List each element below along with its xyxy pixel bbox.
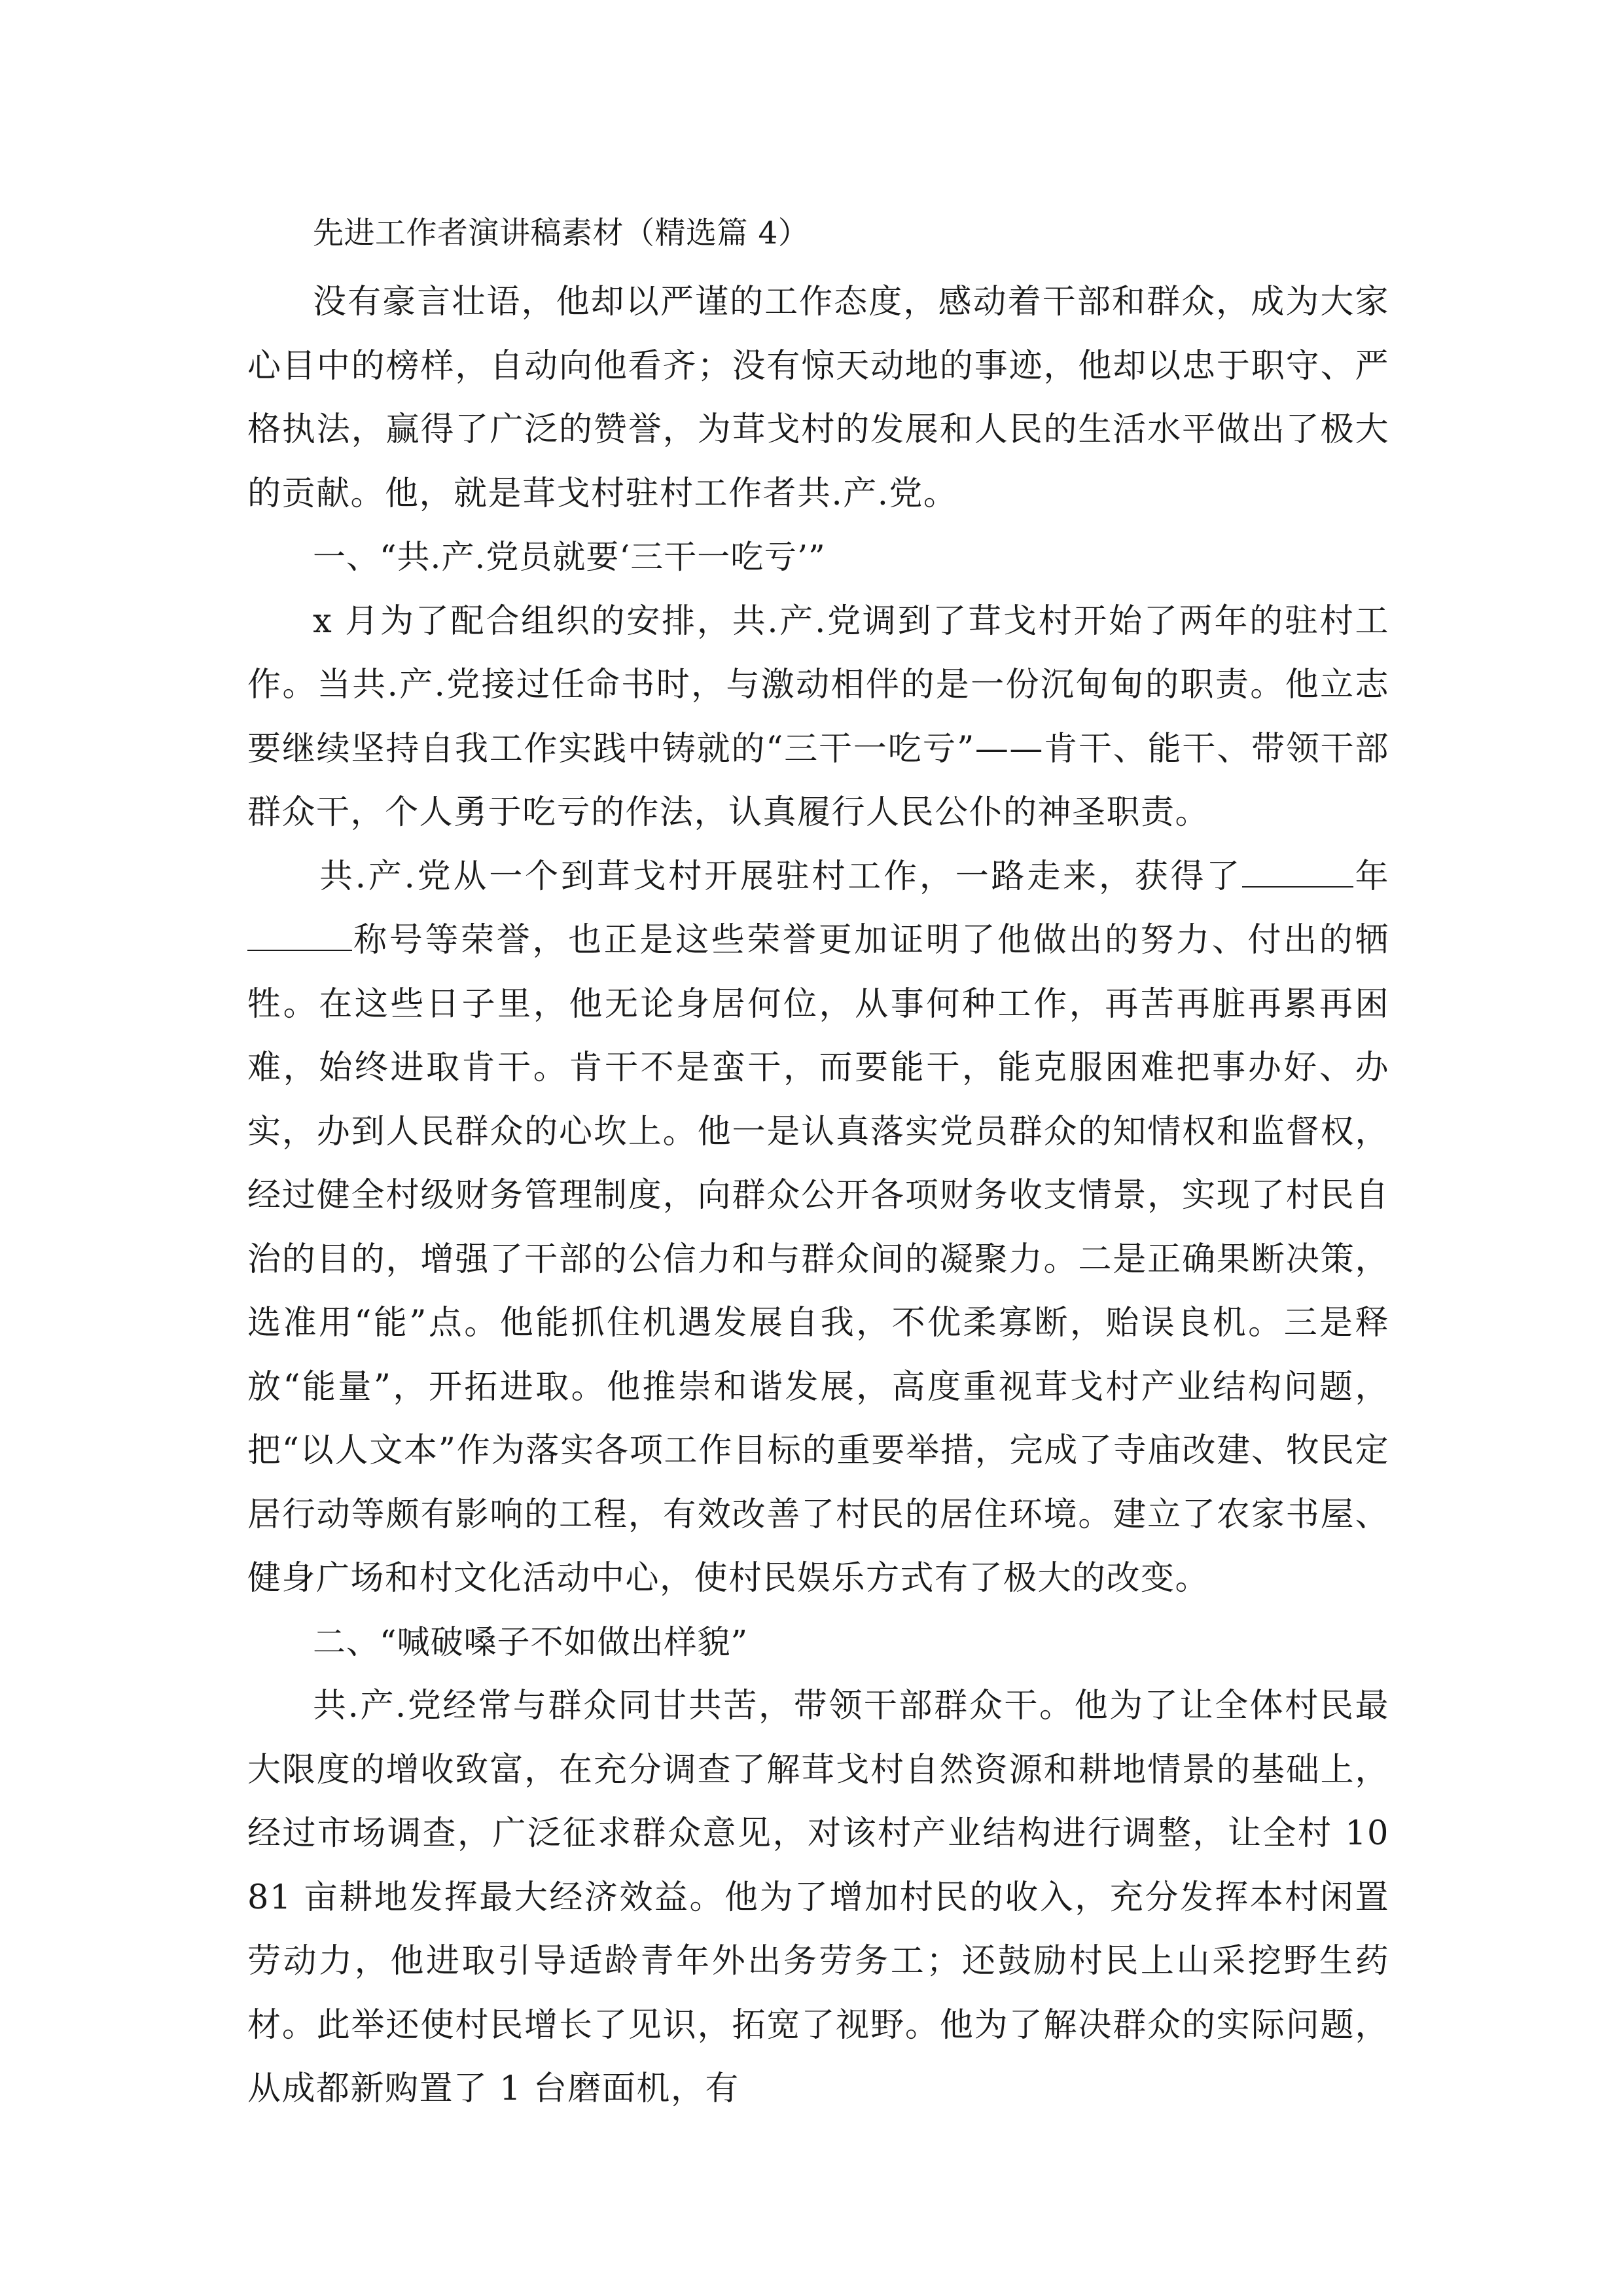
document-body bbox=[247, 202, 1389, 2121]
document-title: 先进工作者演讲稿素材（精选篇 4） bbox=[313, 215, 810, 251]
fill-in-blank-title bbox=[247, 921, 352, 951]
section-1-paragraph-2 bbox=[247, 845, 1389, 1611]
section-1-paragraph-1: x 月为了配合组织的安排，共.产.党调到了茸戈村开始了两年的驻村工作。当共.产.党接过任命书时，与激动相伴的是一份沉甸甸的职责。他立志要继续坚持自我工作实践中铸就的“三干一吃亏”——肯干、能干、带领干部群众干，个人勇于吃亏的作法，认真履行人民公仆的神圣职责。 bbox=[247, 601, 1389, 832]
section-1-paragraph-2-part-b: 年 bbox=[1353, 857, 1389, 896]
section-1-heading: 一、“共.产.党员就要‘三干一吃亏’” bbox=[313, 538, 826, 576]
section-1-paragraph-2-part-c: 称号等荣誉，也正是这些荣誉更加证明了他做出的努力、付出的牺牲。在这些日子里，他无论身居何位，从事何种工作，再苦再脏再累再困难，始终进取肯干。肯干不是蛮干，而要能干，能克服困难把事办好、办实，办到人民群众的心坎上。他一是认真落实党员群众的知情权和监督权，经过健全村级财务管理制度，向群众公开各项财务收支情景，实现了村民自治的目的，增强了干部的公信力和与群众间的凝聚力。二是正确果断决策，选准用“能”点。他能抓住机遇发展自我，不优柔寡断，贻误良机。三是释放“能量”，开拓进取。他推崇和谐发展，高度重视茸戈村产业结构问题，把“以人文本”作为落实各项工作目标的重要举措，完成了寺庙改建、牧民定居行动等颇有影响的工程，有效改善了村民的居住环境。建立了农家书屋、健身广场和村文化活动中心，使村民娱乐方式有了极大的改变。 bbox=[247, 921, 1389, 1598]
section-2-heading: 二、“喊破嗓子不如做出样貌” bbox=[313, 1623, 749, 1661]
section-1-paragraph-2-part-a: 共.产.党从一个到茸戈村开展驻村工作，一路走来，获得了 bbox=[319, 857, 1243, 896]
fill-in-blank-year bbox=[1242, 857, 1353, 888]
section-2-paragraph-1: 共.产.党经常与群众同甘共苦，带领干部群众干。他为了让全体村民最大限度的增收致富，在充分调查了解茸戈村自然资源和耕地情景的基础上，经过市场调查，广泛征求群众意见，对该村产业结构进行调整，让全村 1081 亩耕地发挥最大经济效益。他为了增加村民的收入，充分发挥本村闲置劳动力，他进取引导适龄青年外出务劳务工；还鼓励村民上山采挖野生药材。此举还使村民增长了见识，拓宽了视野。他为了解决群众的实际问题，从成都新购置了 1 台磨面机，有 bbox=[247, 1687, 1389, 2108]
intro-paragraph: 没有豪言壮语，他却以严谨的工作态度，感动着干部和群众，成为大家心目中的榜样，自动向他看齐；没有惊天动地的事迹，他却以忠于职守、严格执法，赢得了广泛的赞誉，为茸戈村的发展和人民的生活水平做出了极大的贡献。他，就是茸戈村驻村工作者共.产.党。 bbox=[247, 283, 1389, 513]
